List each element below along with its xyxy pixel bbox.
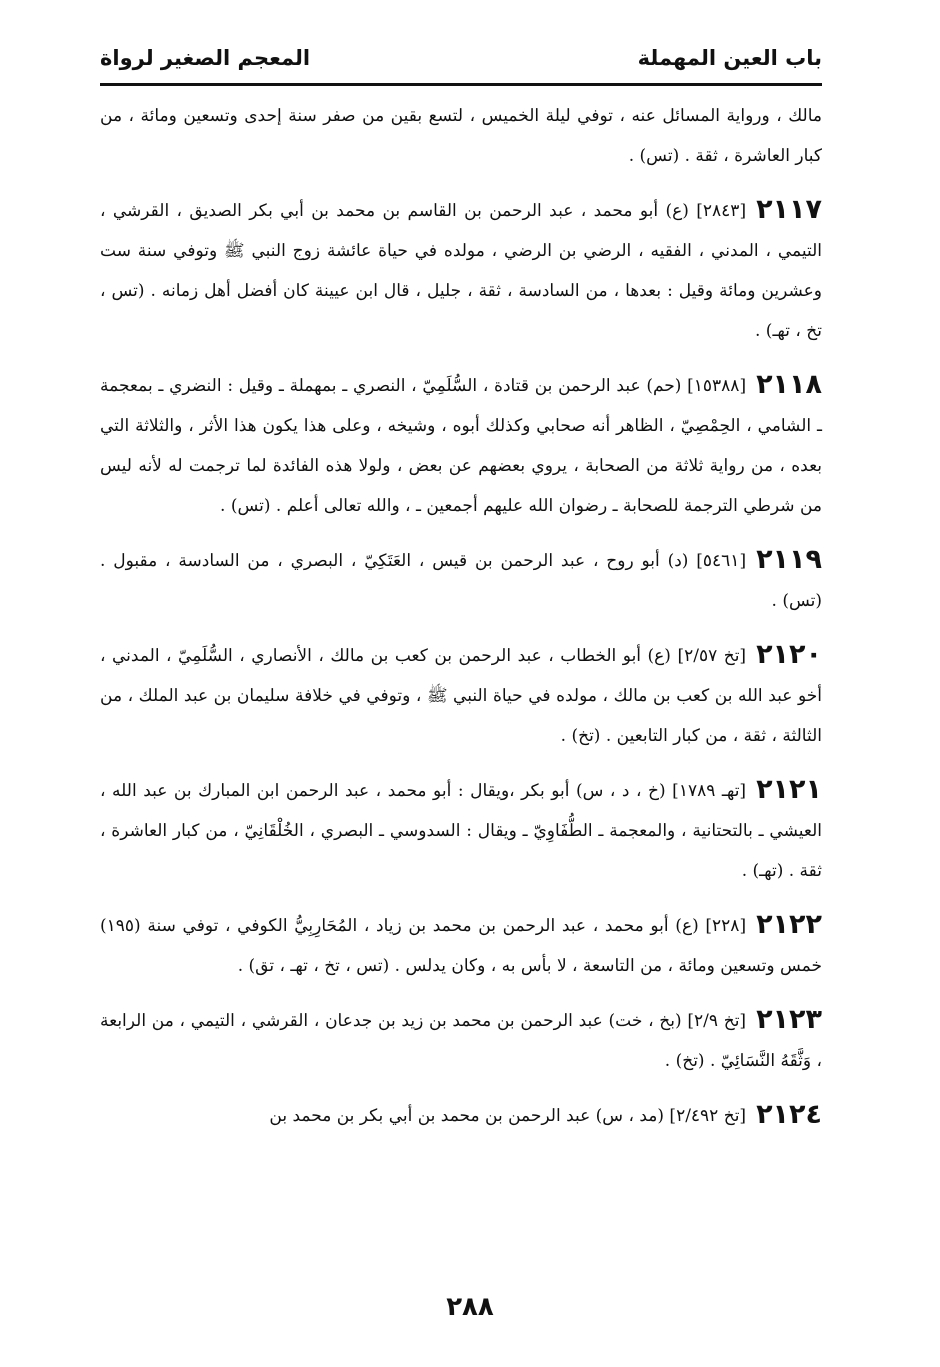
continuation-paragraph: مالك ، ورواية المسائل عنه ، توفي ليلة الخميس ، لتسع بقين من صفر سنة إحدى وتسعين ومائة ، من كبار العاشرة ، ثقة . (تس) . — [100, 106, 822, 166]
entry-number: ٢١١٧ — [756, 194, 822, 225]
entry-text: [٥٤٦١] (د) أبو روح ، عبد الرحمن بن قيس ، العَتَكِيّ ، البصري ، من السادسة ، مقبول . (تس) . — [100, 551, 822, 611]
entry-number: ٢١٢٤ — [756, 1099, 822, 1130]
entry-text: [تهـ ١٧٨٩] (خ ، د ، س) أبو بكر ،ويقال : أبو محمد ، عبد الرحمن ابن المبارك بن عبد الله ، العيشي ـ بالتحتانية ، والمعجمة ـ الطُّفَاوِيّ ـ ويقال : السدوسي ـ البصري ، الخُلْقَانِيّ ، من كبار العاشرة ، ثقة . (تهـ) . — [100, 781, 822, 881]
entry-2120 — [100, 635, 822, 756]
book-title: المعجم الصغير لرواة — [100, 46, 311, 70]
entry-2121 — [100, 770, 822, 891]
entry-text: [٢٨٤٣] (ع) أبو محمد ، عبد الرحمن بن القاسم بن محمد بن أبي بكر الصديق ، القرشي ، التيمي ، المدني ، الفقيه ، الرضي بن الرضي ، مولده في حياة عائشة زوج النبي ﷺ وتوفي سنة ست وعشرين ومائة وقيل : بعدها ، من السادسة ، ثقة ، جليل ، قال ابن عيينة كان أفضل أهل زمانه . (تس ، تخ ، تهـ) . — [100, 201, 822, 341]
entry-number: ٢١٢١ — [756, 774, 822, 805]
entry-2117 — [100, 190, 822, 351]
entry-2123 — [100, 1000, 822, 1081]
entry-number: ٢١١٩ — [756, 544, 822, 575]
entry-text: [١٥٣٨٨] (حم) عبد الرحمن بن قتادة ، السُّلَمِيّ ، النصري ـ بمهملة ـ وقيل : النضري ـ بمعجمة ـ الشامي ، الحِمْصِيّ ، الظاهر أنه صحابي وكذلك أبوه ، وشيخه ، وعلى هذا يكون هذا الأثر ، والثلاثة التي بعده ، من رواية ثلاثة من الصحابة ، يروي بعضهم عن بعض ، ولولا هذه الفائدة لما ترجمت له لأنه ليس من شرطي الترجمة للصحابة ـ رضوان الله عليهم أجمعين ـ ، والله تعالى أعلم . (تس) . — [100, 376, 822, 516]
running-header — [100, 38, 822, 78]
entry-text: [تخ ٢/٩] (بخ ، خت) عبد الرحمن بن محمد بن زيد بن جدعان ، القرشي ، التيمي ، من الرابعة ، وَثَّقَهُ النَّسَائِيّ . (تخ) . — [100, 1011, 822, 1071]
entry-2122 — [100, 905, 822, 986]
entry-number: ٢١١٨ — [756, 369, 822, 400]
entry-text: [٢٢٨] (ع) أبو محمد ، عبد الرحمن بن محمد بن زياد ، المُحَارِبِيُّ الكوفي ، توفي سنة (١٩٥) خمس وتسعين ومائة ، من التاسعة ، لا بأس به ، وكان يدلس . (تس ، تخ ، تهـ ، تق) . — [100, 916, 822, 976]
entry-2118 — [100, 365, 822, 526]
page-body — [100, 96, 822, 1150]
entry-text: [تخ ٢/٤٩٢] (مد ، س) عبد الرحمن بن محمد بن أبي بكر بن محمد بن — [269, 1106, 747, 1126]
entry-2124 — [100, 1095, 822, 1136]
entry-number: ٢١٢٣ — [756, 1004, 822, 1035]
page-number: ٢٨٨ — [446, 1292, 494, 1322]
entry-text: [تخ ٢/٥٧] (ع) أبو الخطاب ، عبد الرحمن بن كعب بن مالك ، الأنصاري ، السُّلَمِيّ ، المدني ، أخو عبد الله بن كعب بن مالك ، مولده في حياة النبي ﷺ ، وتوفي في خلافة سليمان بن عبد الملك ، من الثالثة ، ثقة ، من كبار التابعين . (تخ) . — [100, 646, 822, 746]
entry-2119 — [100, 540, 822, 621]
header-rule — [100, 83, 822, 86]
entry-number: ٢١٢٠ — [756, 639, 822, 670]
entry-number: ٢١٢٢ — [756, 909, 822, 940]
chapter-title: باب العين المهملة — [637, 46, 822, 70]
